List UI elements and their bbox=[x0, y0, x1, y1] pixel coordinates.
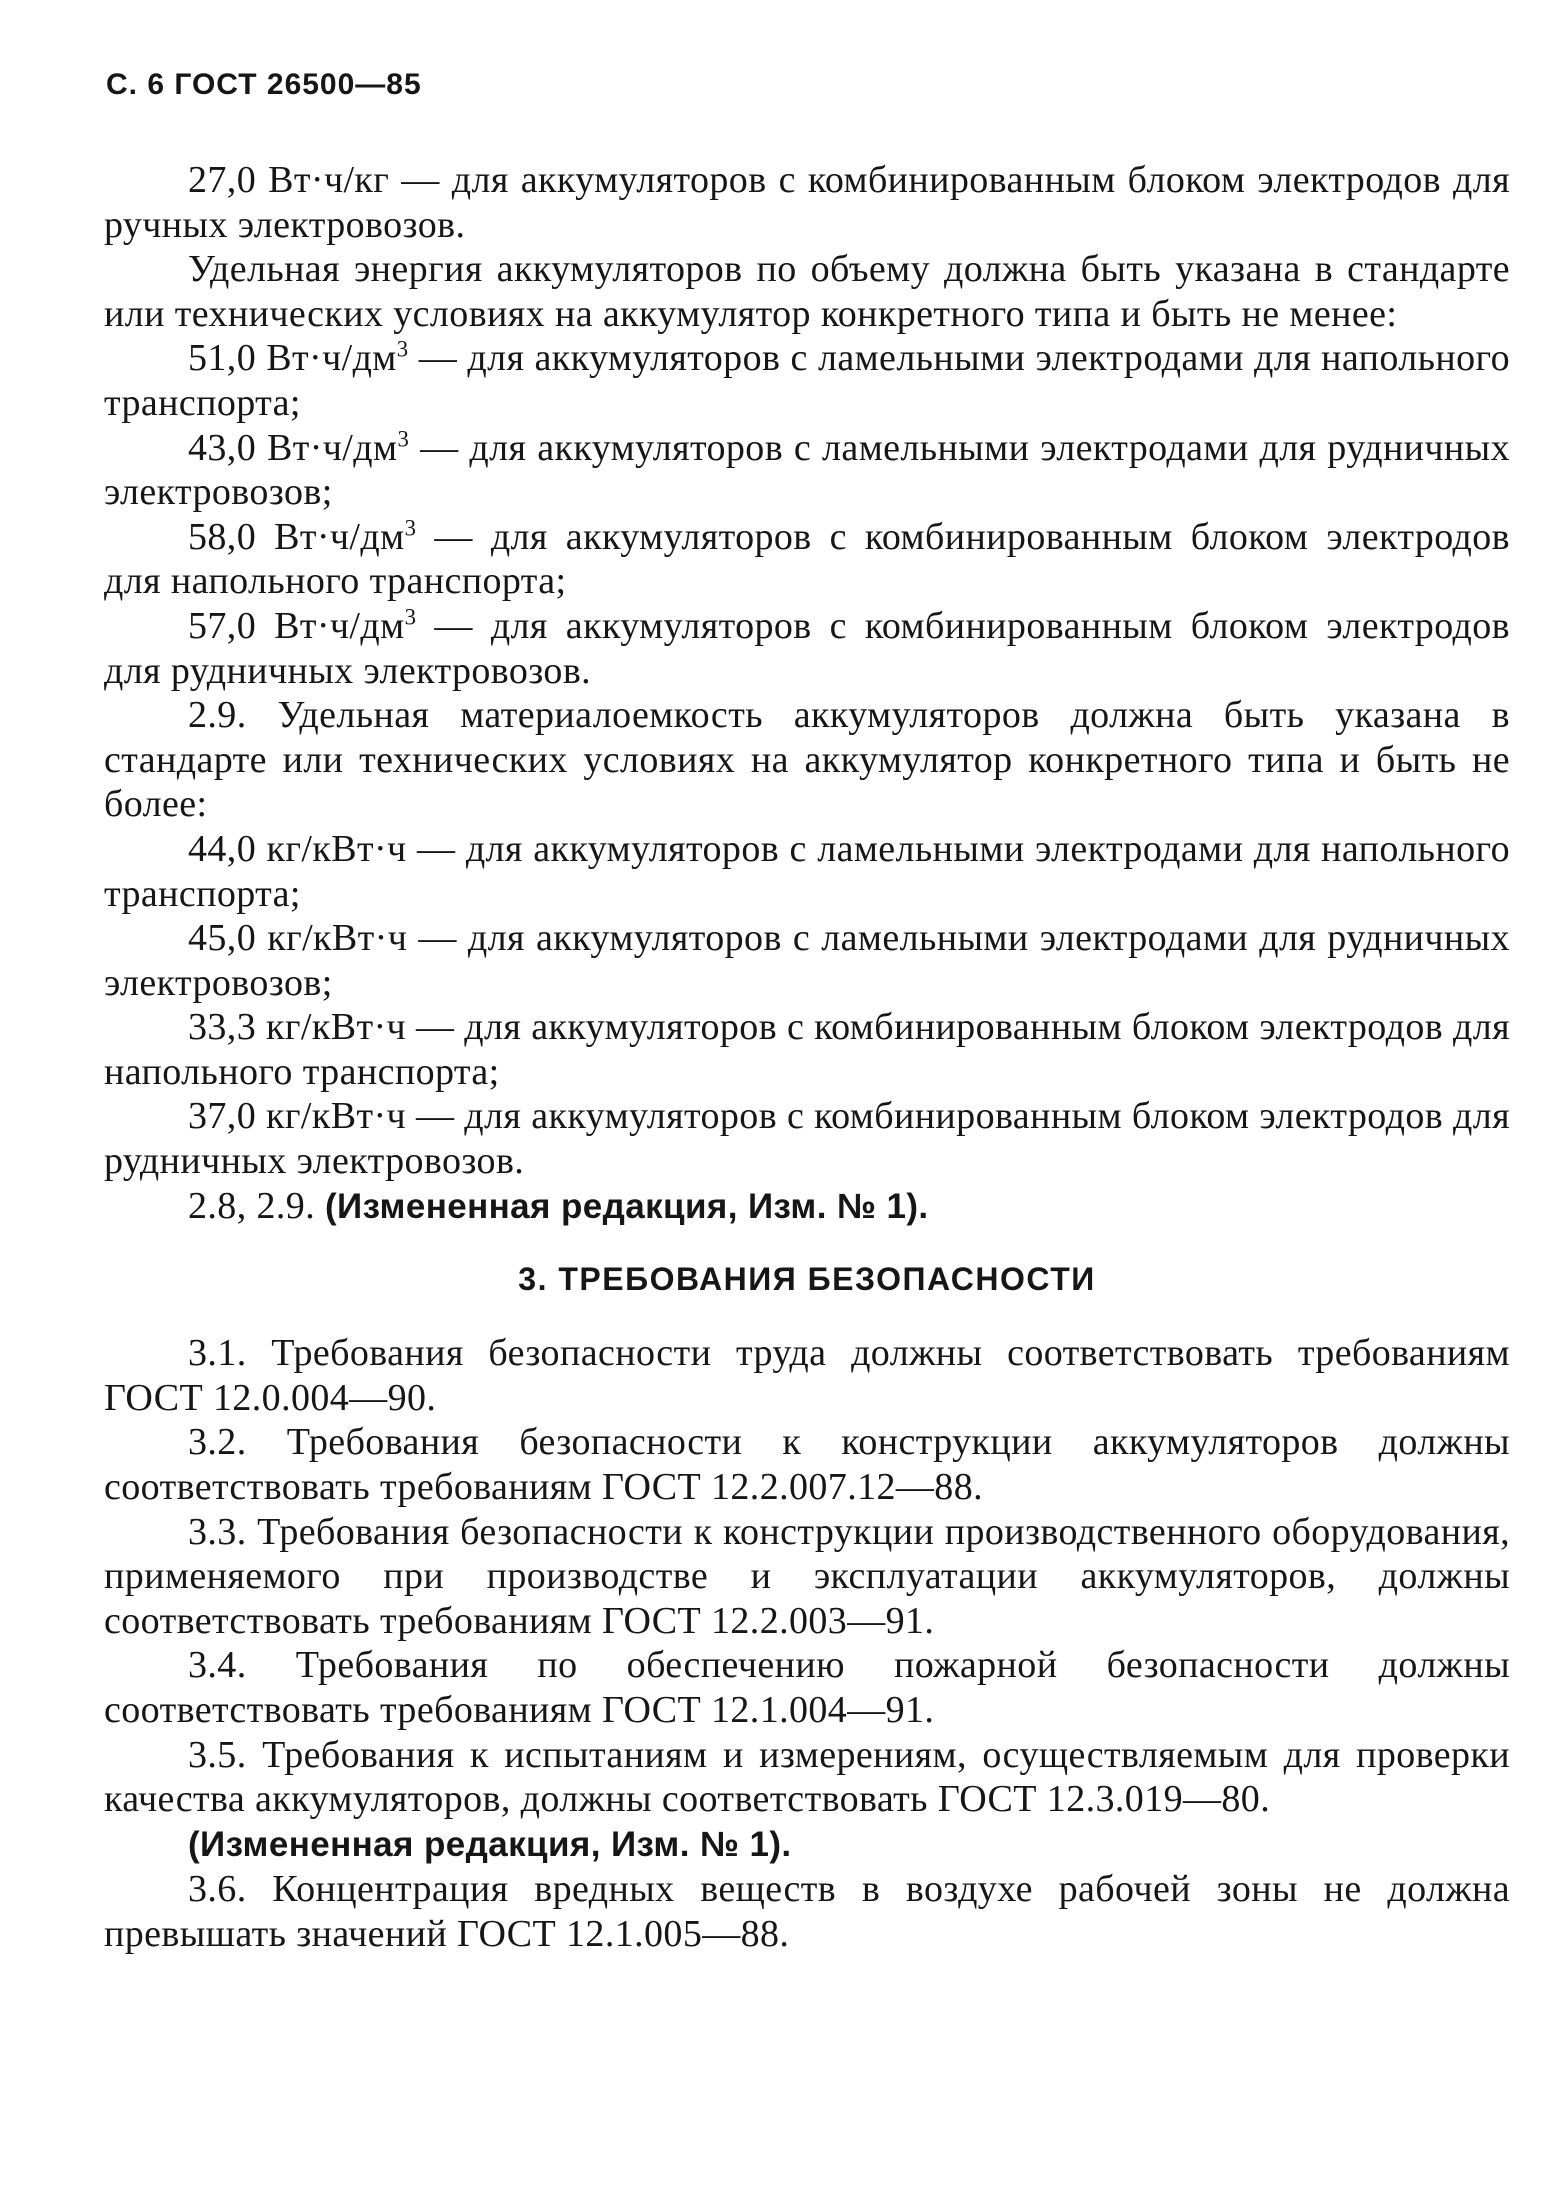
item-text: — для аккумуляторов с комбинированным блоком электродов для напольного транспорта; bbox=[104, 515, 1510, 603]
material-intensity-item: 37,0 кг/кВт·ч — для аккумуляторов с комбинированным блоком электродов для рудничных электровозов. bbox=[104, 1095, 1510, 1183]
paragraph-specific-energy-manual: 27,0 Вт·ч/кг — для аккумуляторов с комбинированным блоком электродов для ручных электровозов. bbox=[104, 159, 1510, 246]
superscript: 3 bbox=[396, 336, 409, 362]
item-text: — для аккумуляторов с комбинированным блоком электродов для рудничных электровозов. bbox=[104, 604, 1510, 692]
value: 43,0 Вт·ч/дм bbox=[188, 426, 398, 469]
item-text: — для аккумуляторов с ламельными электродами для напольного транспорта; bbox=[104, 337, 1510, 424]
section-heading: 3. ТРЕБОВАНИЯ БЕЗОПАСНОСТИ bbox=[518, 1261, 1096, 1298]
amendment-text: (Измененная редакция, Изм. № 1). bbox=[325, 1186, 929, 1226]
clause-3-3: 3.3. Требования безопасности к конструкции производственного оборудования, применяемого при производстве и эксплуатации аккумуляторов, должны соответствовать требованиям ГОСТ 12.2.003—91. bbox=[104, 1510, 1510, 1642]
volume-energy-item bbox=[104, 336, 1510, 425]
paragraph-volume-energy-intro: Удельная энергия аккумуляторов по объему должна быть указана в стандарте или технических условиях на аккумулятор конкретного типа и быть не менее: bbox=[104, 248, 1510, 335]
clause-3-1: 3.1. Требования безопасности труда должны соответствовать требованиям ГОСТ 12.0.004—90. bbox=[104, 1332, 1510, 1419]
page-header: С. 6 ГОСТ 26500—85 bbox=[106, 68, 422, 101]
value: 57,0 Вт·ч/дм bbox=[188, 604, 405, 647]
material-intensity-item: 45,0 кг/кВт·ч — для аккумуляторов с ламельными электродами для рудничных электровозов; bbox=[104, 917, 1510, 1004]
volume-energy-item bbox=[104, 426, 1510, 515]
spacer bbox=[104, 1229, 1510, 1257]
amendment-text: (Измененная редакция, Изм. № 1). bbox=[188, 1824, 792, 1864]
value: 58,0 Вт·ч/дм bbox=[188, 515, 405, 558]
clause-3-2: 3.2. Требования безопасности к конструкции аккумуляторов должны соответствовать требованиям ГОСТ 12.2.007.12—88. bbox=[104, 1421, 1510, 1509]
value: 51,0 Вт·ч/дм bbox=[188, 337, 397, 380]
clause-3-5: 3.5. Требования к испытаниям и измерениям, осуществляемым для проверки качества аккумуляторов, должны соответствовать ГОСТ 12.3.019—80. bbox=[104, 1733, 1510, 1821]
item-text: — для аккумуляторов с ламельными электродами для рудничных электровозов; bbox=[104, 426, 1510, 514]
amendment-note-2-8-2-9 bbox=[104, 1184, 1510, 1230]
amendment-note-section-3 bbox=[104, 1822, 1510, 1868]
material-intensity-item: 44,0 кг/кВт·ч — для аккумуляторов с ламельными электродами для напольного транспорта; bbox=[104, 827, 1510, 915]
clause-3-6: 3.6. Концентрация вредных веществ в воздухе рабочей зоны не должна превышать значений ГОСТ 12.1.005—88. bbox=[104, 1868, 1510, 1955]
clause-2-9: 2.9. Удельная материалоемкость аккумуляторов должна быть указана в стандарте или технических условиях на аккумулятор конкретного типа и быть не более: bbox=[104, 694, 1510, 826]
superscript: 3 bbox=[404, 604, 417, 630]
volume-energy-item bbox=[104, 515, 1510, 604]
amendment-prefix: 2.8, 2.9. bbox=[188, 1184, 325, 1227]
volume-energy-item bbox=[104, 604, 1510, 693]
document-body bbox=[104, 158, 1510, 1957]
superscript: 3 bbox=[397, 425, 410, 451]
material-intensity-item: 33,3 кг/кВт·ч — для аккумуляторов с комбинированным блоком электродов для напольного транспорта; bbox=[104, 1006, 1510, 1093]
clause-3-4: 3.4. Требования по обеспечению пожарной безопасности должны соответствовать требованиям ГОСТ 12.1.004—91. bbox=[104, 1644, 1510, 1731]
spacer bbox=[104, 1301, 1510, 1331]
superscript: 3 bbox=[404, 515, 417, 541]
